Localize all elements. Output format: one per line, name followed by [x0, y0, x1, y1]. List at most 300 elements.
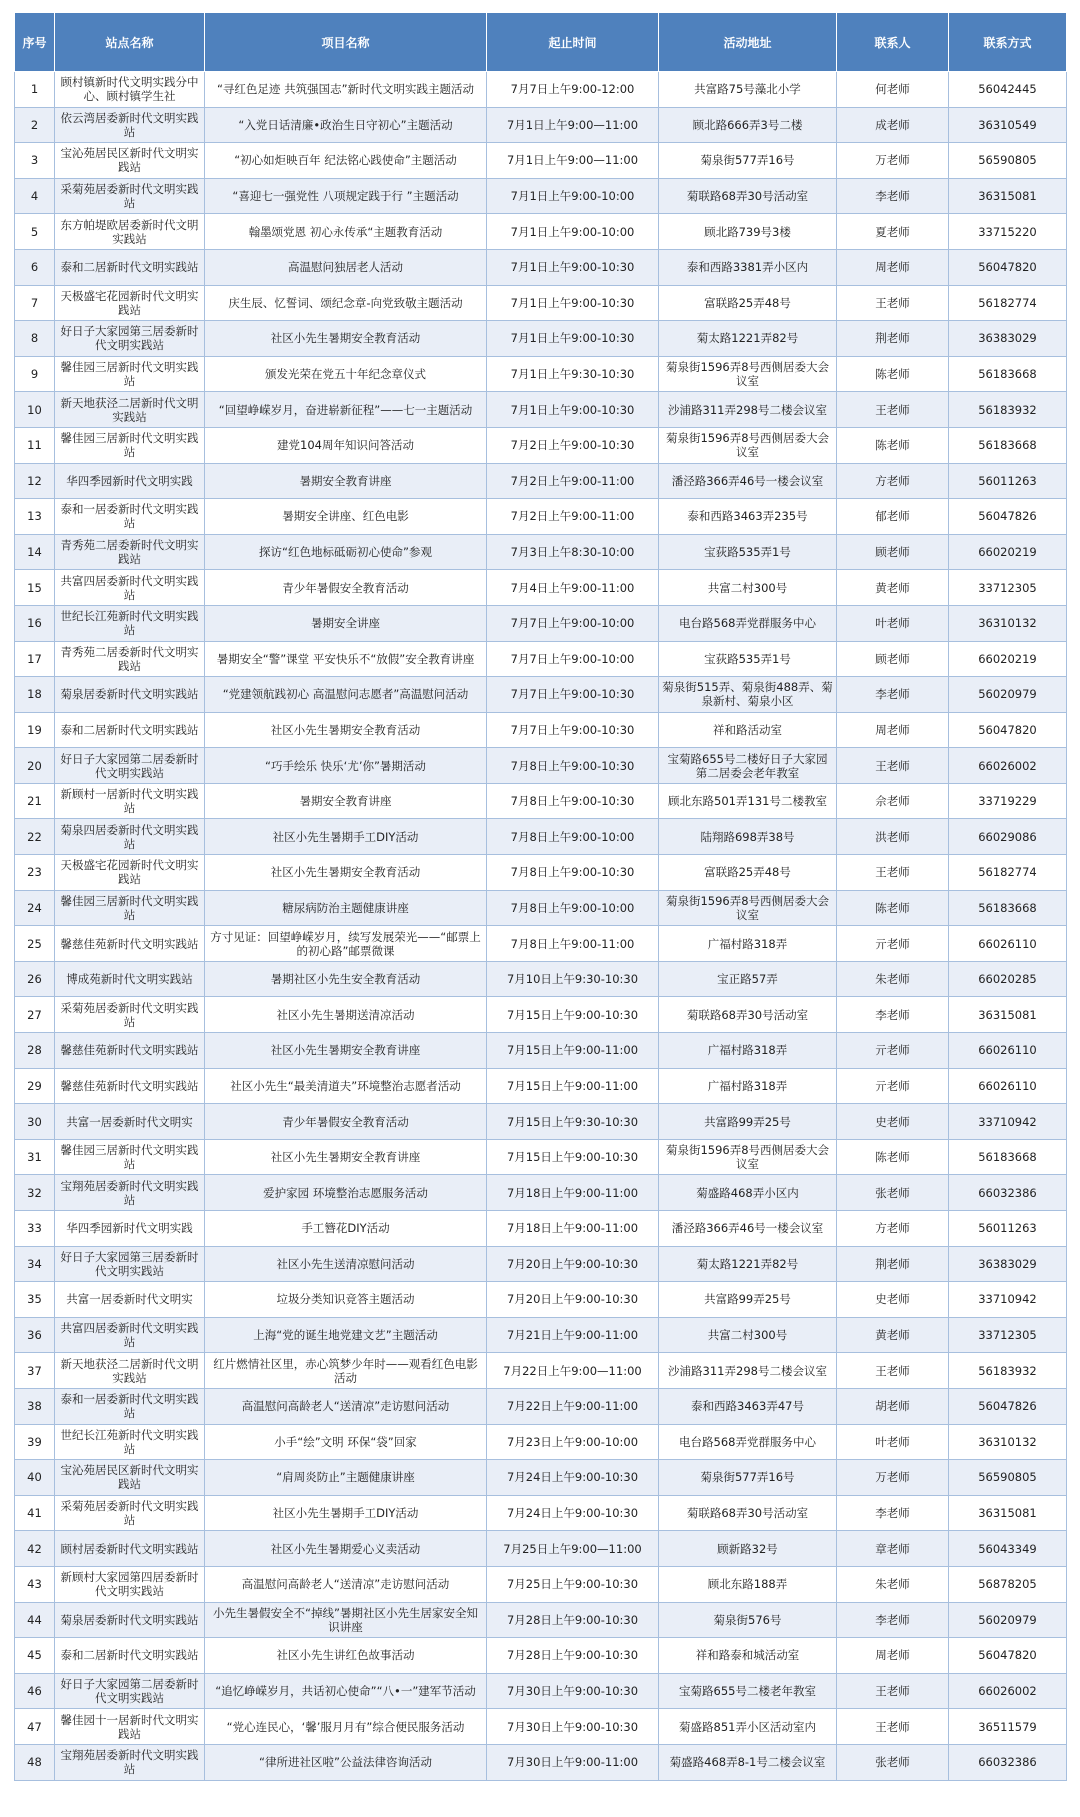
table-row [15, 1531, 1067, 1567]
project-name: 庆生辰、忆誓词、颂纪念章-向党致敬主题活动 [205, 285, 487, 321]
row-index: 19 [15, 712, 55, 748]
phone: 56047820 [949, 712, 1067, 748]
address: 菊泉街515弄、菊泉街488弄、菊泉新村、菊泉小区 [659, 677, 837, 713]
table-row [15, 1282, 1067, 1318]
time: 7月18日上午9:00-11:00 [487, 1211, 659, 1247]
table-row [15, 997, 1067, 1033]
contact-person: 何老师 [837, 72, 949, 108]
project-name: 建党104周年知识问答活动 [205, 427, 487, 463]
address: 泰和西路3463弄235号 [659, 499, 837, 535]
project-name: “追忆峥嵘岁月，共话初心使命”“八•一”建军节活动 [205, 1673, 487, 1709]
phone: 33712305 [949, 1317, 1067, 1353]
site-name: 华四季园新时代文明实践 [55, 1211, 205, 1247]
time: 7月25日上午9:00—11:00 [487, 1531, 659, 1567]
time: 7月15日上午9:00-11:00 [487, 1068, 659, 1104]
address: 广福村路318弄 [659, 926, 837, 962]
phone: 56183932 [949, 392, 1067, 428]
project-name: 颁发光荣在党五十年纪念章仪式 [205, 356, 487, 392]
table-row [15, 143, 1067, 179]
row-index: 47 [15, 1709, 55, 1745]
row-index: 32 [15, 1175, 55, 1211]
table-row [15, 1495, 1067, 1531]
row-index: 16 [15, 605, 55, 641]
phone: 36315081 [949, 1495, 1067, 1531]
site-name: 馨慈佳苑新时代文明实践站 [55, 1033, 205, 1069]
project-name: “党心连民心，‘馨’服月月有”综合便民服务活动 [205, 1709, 487, 1745]
row-index: 35 [15, 1282, 55, 1318]
site-name: 好日子大家园第三居委新时代文明实践站 [55, 321, 205, 357]
contact-person: 荆老师 [837, 1246, 949, 1282]
row-index: 39 [15, 1424, 55, 1460]
time: 7月23日上午9:00-10:00 [487, 1424, 659, 1460]
address: 沙浦路311弄298号二楼会议室 [659, 392, 837, 428]
row-index: 26 [15, 961, 55, 997]
contact-person: 顾老师 [837, 534, 949, 570]
time: 7月1日上午9:00-10:00 [487, 178, 659, 214]
row-index: 2 [15, 107, 55, 143]
address: 祥和路活动室 [659, 712, 837, 748]
project-name: 上海“党的诞生地党建文艺”主题活动 [205, 1317, 487, 1353]
contact-person: 叶老师 [837, 605, 949, 641]
row-index: 45 [15, 1638, 55, 1674]
table-row [15, 463, 1067, 499]
phone: 36511579 [949, 1709, 1067, 1745]
contact-person: 佘老师 [837, 783, 949, 819]
phone: 33715220 [949, 214, 1067, 250]
address: 共富路75号藻北小学 [659, 72, 837, 108]
phone: 56047820 [949, 249, 1067, 285]
address: 菊联路68弄30号活动室 [659, 178, 837, 214]
address: 菊泉街577弄16号 [659, 1460, 837, 1496]
header-phone: 联系方式 [949, 13, 1067, 72]
site-name: 宝沁苑居民区新时代文明实践站 [55, 143, 205, 179]
table-row [15, 1211, 1067, 1247]
phone: 56043349 [949, 1531, 1067, 1567]
site-name: 好日子大家园第二居委新时代文明实践站 [55, 748, 205, 784]
contact-person: 周老师 [837, 712, 949, 748]
project-name: 社区小先生“最美清道夫”环境整治志愿者活动 [205, 1068, 487, 1104]
site-name: 菊泉居委新时代文明实践站 [55, 1602, 205, 1638]
contact-person: 胡老师 [837, 1388, 949, 1424]
table-row [15, 890, 1067, 926]
site-name: 天极盛宅花园新时代文明实践站 [55, 855, 205, 891]
project-name: 青少年暑假安全教育活动 [205, 570, 487, 606]
phone: 33719229 [949, 783, 1067, 819]
phone: 56011263 [949, 463, 1067, 499]
address: 电台路568弄党群服务中心 [659, 1424, 837, 1460]
row-index: 29 [15, 1068, 55, 1104]
project-name: 暑期安全讲座 [205, 605, 487, 641]
time: 7月28日上午9:00-10:30 [487, 1638, 659, 1674]
time: 7月1日上午9:00-10:30 [487, 249, 659, 285]
table-row [15, 1638, 1067, 1674]
contact-person: 亓老师 [837, 1033, 949, 1069]
contact-person: 王老师 [837, 855, 949, 891]
table-row [15, 1353, 1067, 1389]
time: 7月8日上午9:00-10:30 [487, 783, 659, 819]
contact-person: 成老师 [837, 107, 949, 143]
site-name: 馨佳园三居新时代文明实践站 [55, 356, 205, 392]
address: 顾北东路501弄131号二楼教室 [659, 783, 837, 819]
site-name: 世纪长江苑新时代文明实践站 [55, 605, 205, 641]
contact-person: 王老师 [837, 1673, 949, 1709]
phone: 66032386 [949, 1175, 1067, 1211]
time: 7月1日上午9:00-10:30 [487, 285, 659, 321]
phone: 33712305 [949, 570, 1067, 606]
project-name: 爱护家园 环境整治志愿服务活动 [205, 1175, 487, 1211]
table-row [15, 1388, 1067, 1424]
phone: 66026002 [949, 748, 1067, 784]
phone: 33710942 [949, 1104, 1067, 1140]
time: 7月30日上午9:00-11:00 [487, 1744, 659, 1780]
row-index: 5 [15, 214, 55, 250]
time: 7月1日上午9:00-10:30 [487, 392, 659, 428]
contact-person: 史老师 [837, 1282, 949, 1318]
phone: 56047820 [949, 1638, 1067, 1674]
time: 7月25日上午9:00-10:30 [487, 1566, 659, 1602]
project-name: 暑期安全讲座、红色电影 [205, 499, 487, 535]
site-name: 泰和二居新时代文明实践站 [55, 249, 205, 285]
site-name: 采菊苑居委新时代文明实践站 [55, 997, 205, 1033]
project-name: 小先生暑假安全不“掉线”暑期社区小先生居家安全知识讲座 [205, 1602, 487, 1638]
project-name: 青少年暑假安全教育活动 [205, 1104, 487, 1140]
phone: 66029086 [949, 819, 1067, 855]
project-name: 社区小先生暑期手工DIY活动 [205, 1495, 487, 1531]
row-index: 28 [15, 1033, 55, 1069]
contact-person: 王老师 [837, 1353, 949, 1389]
site-name: 新天地获泾二居新时代文明实践站 [55, 1353, 205, 1389]
phone: 56020979 [949, 1602, 1067, 1638]
site-name: 宝翔苑居委新时代文明实践站 [55, 1175, 205, 1211]
project-name: 高温慰问独居老人活动 [205, 249, 487, 285]
site-name: 东方帕堤欧居委新时代文明实践站 [55, 214, 205, 250]
contact-person: 王老师 [837, 1709, 949, 1745]
contact-person: 黄老师 [837, 570, 949, 606]
contact-person: 夏老师 [837, 214, 949, 250]
time: 7月1日上午9:00-10:30 [487, 321, 659, 357]
contact-person: 陈老师 [837, 356, 949, 392]
time: 7月15日上午9:00-10:30 [487, 1139, 659, 1175]
time: 7月1日上午9:30-10:30 [487, 356, 659, 392]
time: 7月15日上午9:00-10:30 [487, 997, 659, 1033]
table-row [15, 1460, 1067, 1496]
row-index: 13 [15, 499, 55, 535]
contact-person: 李老师 [837, 1602, 949, 1638]
address: 富联路25弄48号 [659, 285, 837, 321]
time: 7月2日上午9:00-11:00 [487, 499, 659, 535]
address: 菊太路1221弄82号 [659, 1246, 837, 1282]
contact-person: 万老师 [837, 1460, 949, 1496]
site-name: 共富四居委新时代文明实践站 [55, 570, 205, 606]
project-name: 翰墨颂党恩 初心永传承“主题教育活动 [205, 214, 487, 250]
phone: 56182774 [949, 855, 1067, 891]
site-name: 华四季园新时代文明实践 [55, 463, 205, 499]
project-name: 糖尿病防治主题健康讲座 [205, 890, 487, 926]
table-row [15, 783, 1067, 819]
address: 菊泉街1596弄8号西侧居委大会议室 [659, 427, 837, 463]
contact-person: 方老师 [837, 463, 949, 499]
phone: 56183668 [949, 427, 1067, 463]
table-row [15, 748, 1067, 784]
time: 7月8日上午9:00-11:00 [487, 926, 659, 962]
time: 7月24日上午9:00-10:30 [487, 1460, 659, 1496]
project-name: 社区小先生暑期安全教育讲座 [205, 1033, 487, 1069]
phone: 56590805 [949, 143, 1067, 179]
address: 广福村路318弄 [659, 1068, 837, 1104]
phone: 56182774 [949, 285, 1067, 321]
site-name: 好日子大家园第三居委新时代文明实践站 [55, 1246, 205, 1282]
table-row [15, 321, 1067, 357]
contact-person: 陈老师 [837, 427, 949, 463]
time: 7月21日上午9:00-11:00 [487, 1317, 659, 1353]
phone: 56183668 [949, 890, 1067, 926]
phone: 36315081 [949, 997, 1067, 1033]
table-row [15, 1709, 1067, 1745]
time: 7月20日上午9:00-10:30 [487, 1282, 659, 1318]
address: 广福村路318弄 [659, 1033, 837, 1069]
contact-person: 周老师 [837, 249, 949, 285]
table-row [15, 1246, 1067, 1282]
contact-person: 荆老师 [837, 321, 949, 357]
table-row [15, 1424, 1067, 1460]
contact-person: 周老师 [837, 1638, 949, 1674]
table-row [15, 1673, 1067, 1709]
address: 顾北路739号3楼 [659, 214, 837, 250]
row-index: 41 [15, 1495, 55, 1531]
site-name: 泰和二居新时代文明实践站 [55, 1638, 205, 1674]
phone: 56183668 [949, 1139, 1067, 1175]
table-row [15, 499, 1067, 535]
site-name: 世纪长江苑新时代文明实践站 [55, 1424, 205, 1460]
table-row [15, 214, 1067, 250]
time: 7月1日上午9:00—11:00 [487, 107, 659, 143]
phone: 56042445 [949, 72, 1067, 108]
phone: 66026002 [949, 1673, 1067, 1709]
table-row [15, 178, 1067, 214]
project-name: 方寸见证：回望峥嵘岁月，续写发展荣光——“邮票上的初心路”邮票微课 [205, 926, 487, 962]
project-name: 社区小先生暑期安全教育活动 [205, 712, 487, 748]
site-name: 馨佳园三居新时代文明实践站 [55, 427, 205, 463]
site-name: 馨慈佳苑新时代文明实践站 [55, 1068, 205, 1104]
time: 7月4日上午9:00-11:00 [487, 570, 659, 606]
table-row [15, 855, 1067, 891]
project-name: “律所进社区啦”公益法律咨询活动 [205, 1744, 487, 1780]
site-name: 泰和二居新时代文明实践站 [55, 712, 205, 748]
contact-person: 顾老师 [837, 641, 949, 677]
address: 菊泉街577弄16号 [659, 143, 837, 179]
project-name: 社区小先生暑期安全教育活动 [205, 321, 487, 357]
table-row [15, 1175, 1067, 1211]
site-name: 采菊苑居委新时代文明实践站 [55, 1495, 205, 1531]
table-row [15, 1602, 1067, 1638]
project-name: 暑期安全教育讲座 [205, 783, 487, 819]
contact-person: 陈老师 [837, 890, 949, 926]
row-index: 14 [15, 534, 55, 570]
contact-person: 朱老师 [837, 961, 949, 997]
address: 菊泉街1596弄8号西侧居委大会议室 [659, 356, 837, 392]
row-index: 44 [15, 1602, 55, 1638]
time: 7月20日上午9:00-10:30 [487, 1246, 659, 1282]
site-name: 馨佳园三居新时代文明实践站 [55, 890, 205, 926]
table-row [15, 1744, 1067, 1780]
row-index: 9 [15, 356, 55, 392]
contact-person: 李老师 [837, 677, 949, 713]
time: 7月2日上午9:00-10:30 [487, 427, 659, 463]
row-index: 23 [15, 855, 55, 891]
address: 共富二村300号 [659, 1317, 837, 1353]
table-row [15, 819, 1067, 855]
project-name: 社区小先生暑期安全教育活动 [205, 855, 487, 891]
table-row [15, 1104, 1067, 1140]
contact-person: 万老师 [837, 143, 949, 179]
table-row [15, 392, 1067, 428]
site-name: 顾村居委新时代文明实践站 [55, 1531, 205, 1567]
phone: 66020219 [949, 534, 1067, 570]
project-name: “回望峥嵘岁月，奋进崭新征程”——七一主题活动 [205, 392, 487, 428]
row-index: 17 [15, 641, 55, 677]
address: 共富二村300号 [659, 570, 837, 606]
row-index: 33 [15, 1211, 55, 1247]
address: 电台路568弄党群服务中心 [659, 605, 837, 641]
row-index: 42 [15, 1531, 55, 1567]
phone: 66026110 [949, 1068, 1067, 1104]
row-index: 22 [15, 819, 55, 855]
row-index: 25 [15, 926, 55, 962]
address: 菊泉街1596弄8号西侧居委大会议室 [659, 890, 837, 926]
time: 7月8日上午9:00-10:00 [487, 819, 659, 855]
address: 祥和路泰和城活动室 [659, 1638, 837, 1674]
contact-person: 方老师 [837, 1211, 949, 1247]
site-name: 馨慈佳苑新时代文明实践站 [55, 926, 205, 962]
table-header [15, 13, 1067, 72]
table-row [15, 1033, 1067, 1069]
contact-person: 王老师 [837, 392, 949, 428]
site-name: 共富一居委新时代文明实 [55, 1282, 205, 1318]
project-name: “党建领航践初心 高温慰问志愿者”高温慰问活动 [205, 677, 487, 713]
contact-person: 朱老师 [837, 1566, 949, 1602]
site-name: 博成苑新时代文明实践站 [55, 961, 205, 997]
project-name: 红片燃情社区里，赤心筑梦少年时——观看红色电影活动 [205, 1353, 487, 1389]
table-row [15, 107, 1067, 143]
row-index: 1 [15, 72, 55, 108]
time: 7月22日上午9:00—11:00 [487, 1353, 659, 1389]
phone: 66026110 [949, 1033, 1067, 1069]
contact-person: 陈老师 [837, 1139, 949, 1175]
site-name: 馨佳园十一居新时代文明实践站 [55, 1709, 205, 1745]
phone: 36310132 [949, 1424, 1067, 1460]
site-name: 采菊苑居委新时代文明实践站 [55, 178, 205, 214]
address: 宝菊路655号二楼老年教室 [659, 1673, 837, 1709]
phone: 56590805 [949, 1460, 1067, 1496]
time: 7月7日上午9:00-10:30 [487, 712, 659, 748]
time: 7月24日上午9:00-10:30 [487, 1495, 659, 1531]
site-name: 新顾村大家园第四居委新时代文明实践站 [55, 1566, 205, 1602]
phone: 56047826 [949, 1388, 1067, 1424]
site-name: 共富四居委新时代文明实践站 [55, 1317, 205, 1353]
header-time: 起止时间 [487, 13, 659, 72]
site-name: 好日子大家园第二居委新时代文明实践站 [55, 1673, 205, 1709]
address: 宝荻路535弄1号 [659, 534, 837, 570]
address: 潘泾路366弄46号一楼会议室 [659, 463, 837, 499]
site-name: 新顾村一居新时代文明实践站 [55, 783, 205, 819]
table-row [15, 285, 1067, 321]
time: 7月22日上午9:00-11:00 [487, 1388, 659, 1424]
contact-person: 黄老师 [837, 1317, 949, 1353]
table-row [15, 605, 1067, 641]
table-row [15, 249, 1067, 285]
table-row [15, 356, 1067, 392]
header-address: 活动地址 [659, 13, 837, 72]
project-name: 社区小先生暑期安全教育讲座 [205, 1139, 487, 1175]
contact-person: 张老师 [837, 1175, 949, 1211]
table-row [15, 926, 1067, 962]
time: 7月10日上午9:30-10:30 [487, 961, 659, 997]
address: 顾北东路188弄 [659, 1566, 837, 1602]
table-row [15, 1317, 1067, 1353]
site-name: 宝沁苑居民区新时代文明实践站 [55, 1460, 205, 1496]
address: 菊联路68弄30号活动室 [659, 1495, 837, 1531]
time: 7月7日上午9:00-12:00 [487, 72, 659, 108]
address: 泰和西路3381弄小区内 [659, 249, 837, 285]
project-name: “寻红色足迹 共筑强国志”新时代文明实践主题活动 [205, 72, 487, 108]
phone: 36310132 [949, 605, 1067, 641]
project-name: 手工簪花DIY活动 [205, 1211, 487, 1247]
row-index: 3 [15, 143, 55, 179]
contact-person: 李老师 [837, 997, 949, 1033]
phone: 56020979 [949, 677, 1067, 713]
phone: 56878205 [949, 1566, 1067, 1602]
time: 7月1日上午9:00-10:00 [487, 214, 659, 250]
table-row [15, 534, 1067, 570]
phone: 36383029 [949, 1246, 1067, 1282]
project-name: 社区小先生暑期爱心义卖活动 [205, 1531, 487, 1567]
contact-person: 章老师 [837, 1531, 949, 1567]
phone: 36315081 [949, 178, 1067, 214]
header-site-name: 站点名称 [55, 13, 205, 72]
row-index: 18 [15, 677, 55, 713]
activity-table [14, 12, 1067, 1781]
header-index: 序号 [15, 13, 55, 72]
project-name: 高温慰问高龄老人“送清凉”走访慰问活动 [205, 1388, 487, 1424]
project-name: “初心如炬映百年 纪法铭心践使命”主题活动 [205, 143, 487, 179]
phone: 36310549 [949, 107, 1067, 143]
site-name: 泰和一居委新时代文明实践站 [55, 499, 205, 535]
address: 宝菊路655号二楼好日子大家园第二居委会老年教室 [659, 748, 837, 784]
address: 共富路99弄25号 [659, 1104, 837, 1140]
address: 陆翔路698弄38号 [659, 819, 837, 855]
time: 7月8日上午9:00-10:30 [487, 855, 659, 891]
project-name: “巧手绘乐 快乐‘尤’你”暑期活动 [205, 748, 487, 784]
header-project-name: 项目名称 [205, 13, 487, 72]
address: 菊泉街576号 [659, 1602, 837, 1638]
contact-person: 亓老师 [837, 1068, 949, 1104]
header-contact: 联系人 [837, 13, 949, 72]
project-name: 社区小先生讲红色故事活动 [205, 1638, 487, 1674]
row-index: 37 [15, 1353, 55, 1389]
phone: 56047826 [949, 499, 1067, 535]
time: 7月7日上午9:00-10:30 [487, 677, 659, 713]
phone: 56183668 [949, 356, 1067, 392]
time: 7月15日上午9:30-10:30 [487, 1104, 659, 1140]
table-row [15, 1068, 1067, 1104]
contact-person: 张老师 [837, 1744, 949, 1780]
address: 菊泉街1596弄8号西侧居委大会议室 [659, 1139, 837, 1175]
row-index: 43 [15, 1566, 55, 1602]
row-index: 6 [15, 249, 55, 285]
time: 7月18日上午9:00-11:00 [487, 1175, 659, 1211]
row-index: 11 [15, 427, 55, 463]
project-name: “入党日话清廉•政治生日守初心”主题活动 [205, 107, 487, 143]
